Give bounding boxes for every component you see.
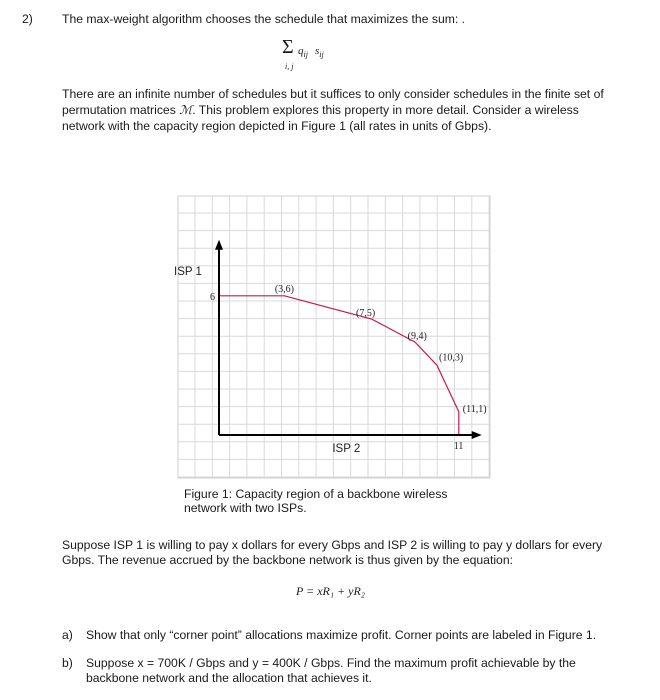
y-axis-label: ISP 1 [174, 265, 202, 278]
capacity-boundary [219, 296, 459, 435]
figure-caption-line-2: network with two ISPs. [184, 501, 307, 515]
paragraph-line-2: permutation matrices ℳ. This problem explores this property in more detail. Consider a wireless [62, 103, 579, 117]
question-number: 2) [22, 12, 33, 26]
part-b-label: b) [62, 656, 73, 670]
corner-point-label: (11,1) [462, 403, 487, 415]
part-a-label: a) [62, 628, 73, 642]
part-b-line-1: Suppose x = 700K / Gbps and y = 400K / Gbps. Find the maximum profit achievable by the [86, 656, 576, 670]
x-axis-arrow [472, 431, 482, 439]
formula-s: $s_{ij}$ [315, 45, 324, 60]
formula-q: $q_{ij}$ [298, 45, 308, 60]
corner-point-label: (7,5) [356, 308, 376, 319]
paragraph-line-3: network with the capacity region depicted in Figure 1 (all rates in units of Gbps). [62, 119, 492, 133]
revenue-equation: P = xR₁ + yR₂ [296, 584, 365, 598]
paragraph-line-1: There are an infinite number of schedules but it suffices to only consider schedules in the finite set of [62, 87, 604, 101]
revenue-line-2: Gbps. The revenue accrued by the backbone network is thus given by the equation: [62, 553, 513, 567]
revenue-line-1: Suppose ISP 1 is willing to pay x dollars for every Gbps and ISP 2 is willing to pay y dollars for every [62, 538, 603, 552]
corner-point-label: (10,3) [439, 352, 464, 364]
permutation-set-symbol: ℳ [179, 103, 193, 117]
capacity-boundary-line [219, 296, 459, 435]
chart-labels [174, 266, 487, 455]
chart-axes [215, 240, 482, 439]
formula-sum-index: i, j [285, 62, 294, 71]
x-tick-label: 11 [453, 441, 464, 452]
question-intro: The max-weight algorithm chooses the schedule that maximizes the sum: . [62, 12, 466, 26]
sigma-symbol: Σ [282, 36, 294, 58]
part-a-text: Show that only “corner point” allocations maximize profit. Corner points are labeled in Figure 1. [86, 628, 597, 642]
corner-point-label: (3,6) [274, 283, 294, 295]
figure-caption-line-1: Figure 1: Capacity region of a backbone wireless [184, 487, 448, 501]
y-tick-label: 6 [210, 291, 215, 303]
y-axis-arrow [215, 240, 223, 250]
corner-point-label: (9,4) [407, 331, 427, 343]
part-b-line-2: backbone network and the allocation that achieves it. [86, 671, 372, 685]
x-axis-label: ISP 2 [332, 443, 361, 455]
